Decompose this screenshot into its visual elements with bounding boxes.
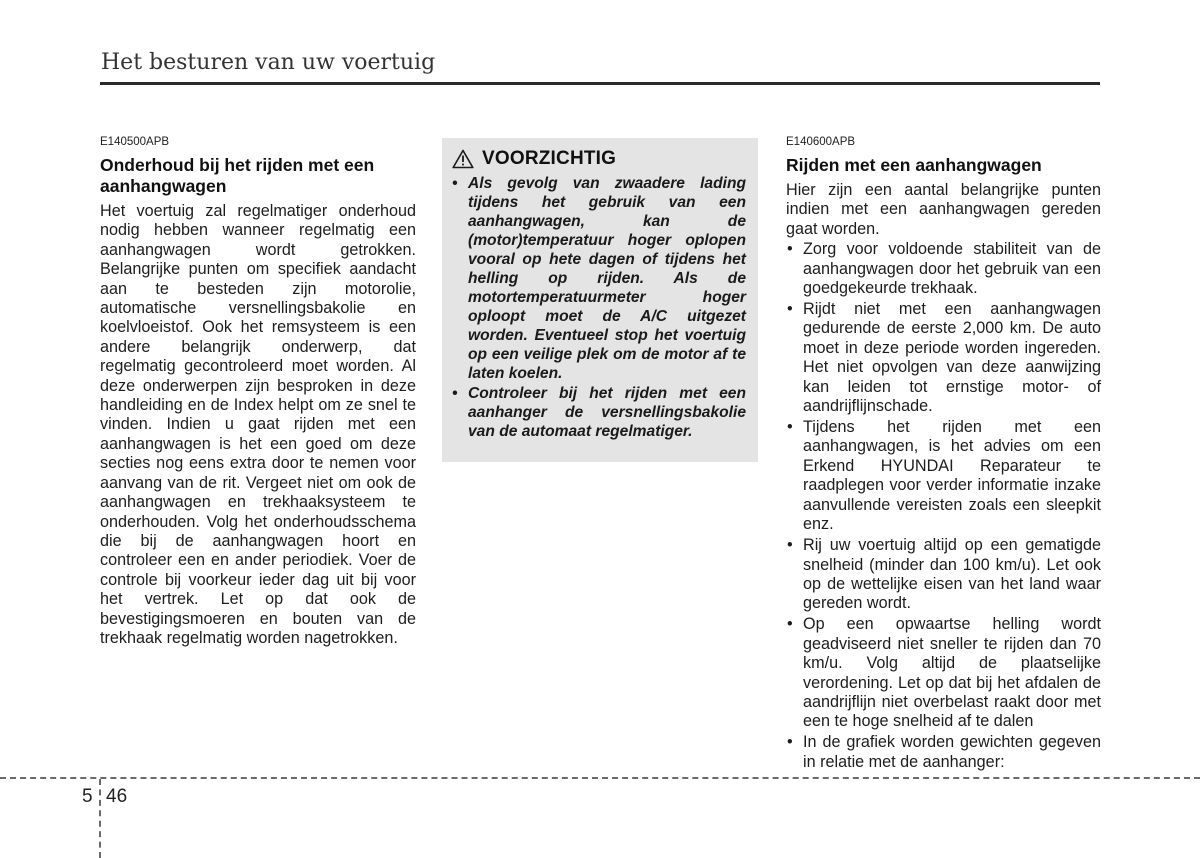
footer-dashed-rule	[0, 777, 1200, 779]
towing-list	[786, 240, 1101, 772]
list-item	[786, 300, 1101, 416]
header-rule	[100, 82, 1100, 85]
list-item-text: Rij uw voertuig altijd op een gematigde snelheid (minder dan 100 km/u). Let ook op de wettelijke eisen van het land waar gereden wordt.	[803, 536, 1101, 613]
caution-list	[452, 174, 746, 441]
section-heading: Rijden met een aanhangwagen	[786, 155, 1042, 175]
caution-item-text: Controleer bij het rijden met een aanhanger de versnellingsbakolie van de automaat regelmatiger.	[468, 385, 746, 440]
warning-triangle-icon	[452, 149, 474, 169]
list-item-text: In de grafiek worden gewichten gegeven in relatie met de aanhanger:	[803, 733, 1101, 771]
bullet: •	[787, 733, 793, 752]
section-heading: Onderhoud bij het rijden met een aanhangwagen	[100, 155, 375, 196]
section-intro: Hier zijn een aantal belangrijke punten indien met een aanhangwagen gereden gaat worden.	[786, 181, 1101, 238]
section-towing	[786, 136, 1101, 774]
list-item	[786, 418, 1101, 534]
list-item-text: Zorg voor voldoende stabiliteit van de aanhangwagen door het gebruik van een goedgekeurde trekhaak.	[803, 240, 1101, 298]
bullet: •	[452, 175, 458, 192]
list-item	[786, 615, 1101, 731]
list-item	[786, 733, 1101, 772]
section-code: E140500APB	[100, 136, 170, 148]
list-item-text: Op een opwaartse helling wordt geadviseerd niet sneller te rijden dan 70 km/u. Volg altijd de plaatselijke verordening. Let op dat bij het afdalen de aandrijflijn niet overbelast raakt door met een te hoge snelheid af te dalen	[803, 615, 1101, 731]
bullet: •	[787, 418, 793, 437]
list-item-text: Tijdens het rijden met een aanhangwagen, is het advies om een Erkend HYUNDAI Reparateur te raadplegen voor verder informatie inzake aanvullende vereisten zoals een sleepkit enz.	[803, 418, 1101, 534]
bullet: •	[452, 385, 458, 402]
bullet: •	[787, 300, 793, 319]
section-maintenance	[100, 136, 416, 648]
bullet: •	[787, 615, 793, 634]
list-item-text: Rijdt niet met een aanhangwagen gedurende de eerste 2,000 km. De auto moet in deze periode worden ingereden. Het niet opvolgen van deze aanwijzing kan leiden tot ernstige motor- of aandrijflijnschade.	[803, 300, 1101, 416]
caution-item	[452, 384, 746, 441]
chapter-number: 5	[82, 786, 93, 807]
section-code: E140600APB	[786, 136, 856, 148]
page-number: 46	[106, 786, 128, 807]
caution-item-text: Als gevolg van zwaadere lading tijdens het gebruik van een aanhangwagen, kan de (motor)temperatuur hoger oplopen vooral op hete dagen of tijdens het helling op rijden. Als de motortemperatuurmeter hoger oploopt moet de A/C uitgezet worden. Eventueel stop het voertuig op een veilige plek om de motor af te laten koelen.	[468, 175, 746, 382]
section-body: Het voertuig zal regelmatiger onderhoud nodig hebben wanneer regelmatig een aanhangwagen wordt getrokken. Belangrijke punten om specifiek aandacht aan te besteden zijn motorolie, automatische versnellingsbakolie en koelvloeistof. Ook het remsysteem is een andere belangrijk onderwerp, dat regelmatig gecontroleerd moet worden. Al deze onderwerpen zijn besproken in deze handleiding en de Index helpt om ze snel te vinden. Indien u gaat rijden met een aanhangwagen is het een goed om deze secties nog eens extra door te nemen voor aanvang van de rit. Vergeet niet om ook de aanhangwagen en trekhaaksysteem te onderhouden. Volg het onderhoudsschema die bij de aanhangwagen hoort en controleer een en ander periodiek. Voer de controle bij voorkeur ieder dag uit bij voor het vertrek. Let op dat ook de bevestigingsmoeren en bouten van de trekhaak regelmatig worden nagetrokken.	[100, 202, 416, 647]
bullet: •	[787, 240, 793, 259]
caution-item	[452, 174, 746, 383]
footer-dashed-divider	[99, 779, 101, 858]
caution-box	[442, 138, 758, 462]
caution-header	[452, 148, 746, 170]
caution-title: VOORZICHTIG	[482, 148, 617, 169]
page-header-title: Het besturen van uw voertuig	[101, 50, 436, 75]
list-item	[786, 536, 1101, 614]
bullet: •	[787, 536, 793, 555]
list-item	[786, 240, 1101, 298]
